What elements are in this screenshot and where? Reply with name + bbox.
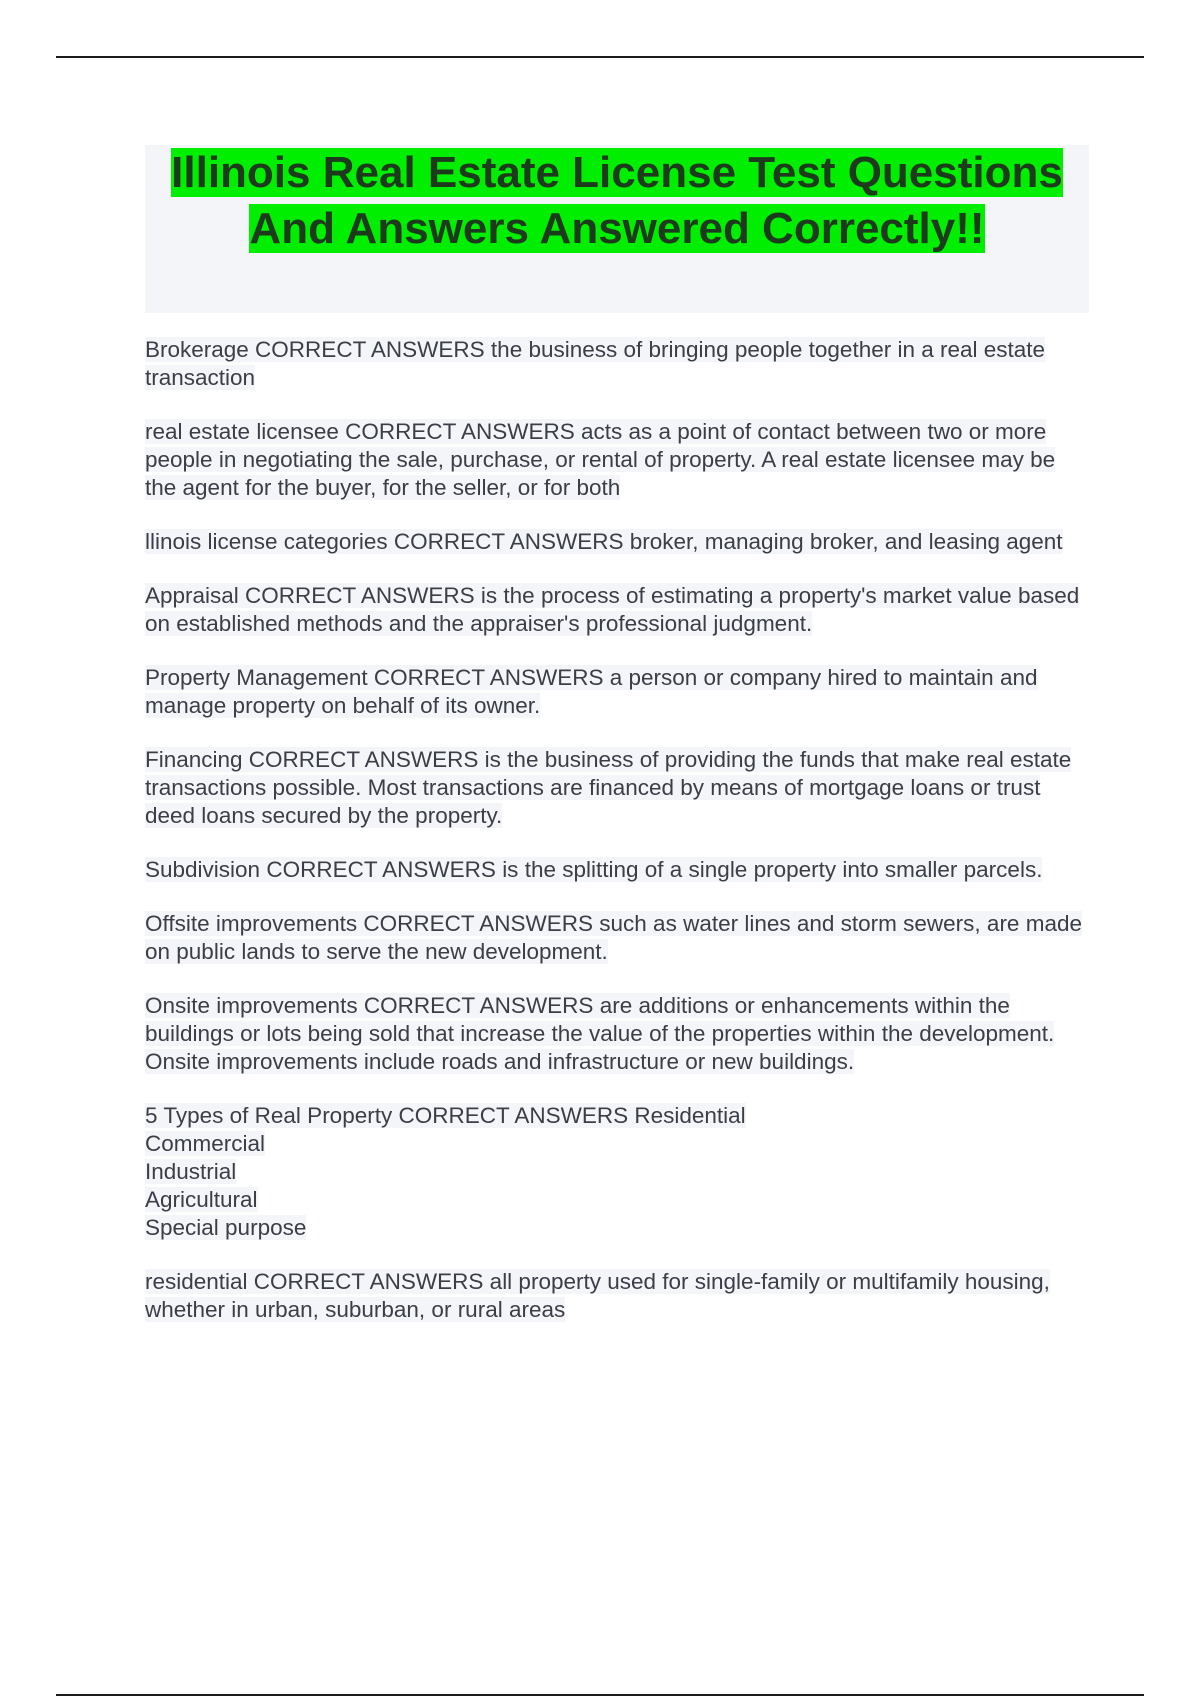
title-block [145, 145, 1089, 313]
qa-list [145, 336, 1089, 1350]
document-title [145, 145, 1089, 257]
qa-entry-text: Property Management CORRECT ANSWERS a person or company hired to maintain and manage property on behalf of its owner. [145, 665, 1038, 718]
qa-entry-text: Subdivision CORRECT ANSWERS is the splitting of a single property into smaller parcels. [145, 857, 1043, 882]
qa-entry [145, 910, 1089, 966]
qa-entry [145, 528, 1089, 556]
qa-entry-text: Financing CORRECT ANSWERS is the business of providing the funds that make real estate transactions possible. Most transactions are financed by means of mortgage loans or trust deed loans secured by the property. [145, 747, 1072, 828]
bottom-rule [56, 1694, 1144, 1696]
qa-entry-text: 5 Types of Real Property CORRECT ANSWERS Residential Commercial Industrial Agricultural Special purpose [145, 1103, 746, 1240]
qa-entry-text: Brokerage CORRECT ANSWERS the business of bringing people together in a real estate transaction [145, 337, 1046, 390]
document-title-text: Illinois Real Estate License Test Questions And Answers Answered Correctly!! [171, 148, 1063, 253]
qa-entry [145, 746, 1089, 830]
qa-entry-text: residential CORRECT ANSWERS all property used for single-family or multifamily housing, whether in urban, suburban, or rural areas [145, 1269, 1050, 1322]
qa-entry [145, 664, 1089, 720]
qa-entry-text: Appraisal CORRECT ANSWERS is the process of estimating a property's market value based on established methods and the appraiser's professional judgment. [145, 583, 1080, 636]
qa-entry-text: real estate licensee CORRECT ANSWERS acts as a point of contact between two or more people in negotiating the sale, purchase, or rental of property. A real estate licensee may be the agent for the buyer, for the seller, or for both [145, 419, 1056, 500]
qa-entry-text: llinois license categories CORRECT ANSWERS broker, managing broker, and leasing agent [145, 529, 1063, 554]
qa-entry-text: Onsite improvements CORRECT ANSWERS are additions or enhancements within the buildings or lots being sold that increase the value of the properties within the development. Onsite improvements include roads and infrastructure or new buildings. [145, 993, 1055, 1074]
qa-entry-text: Offsite improvements CORRECT ANSWERS such as water lines and storm sewers, are made on public lands to serve the new development. [145, 911, 1082, 964]
qa-entry [145, 1268, 1089, 1324]
qa-entry [145, 1102, 1089, 1242]
qa-entry [145, 336, 1089, 392]
qa-entry [145, 418, 1089, 502]
qa-entry [145, 856, 1089, 884]
top-rule [56, 56, 1144, 58]
qa-entry [145, 582, 1089, 638]
qa-entry [145, 992, 1089, 1076]
